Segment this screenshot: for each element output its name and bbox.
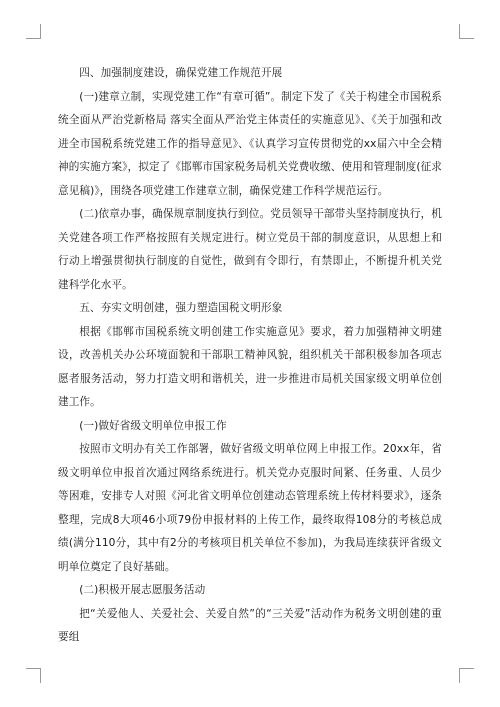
body-paragraph: (一)建章立制，实现党建工作“有章可循”。制定下发了《关于构建全市国税系统全面从严治党新格局 落实全面从严治党主体责任的实施意见》、《关于加强和改进全市国税系统党建工作的指导意见》、《认真学习宣传贯彻党的xx届六中全会精神的实施方案》，拟定了《邯郸市国家税务局机关党费收缴、使用和管理制度(征求意见稿)》，围绕各项党建工作建章立制，确保党建工作科学规范运行。 [58, 90, 442, 197]
body-paragraph: 把“关爱他人、关爱社会、关爱自然”的“三关爱”活动作为税务文明创建的重要组 [58, 607, 442, 643]
body-paragraph: (二)依章办事，确保规章制度执行到位。党员领导干部带头坚持制度执行，机关党建各项工作严格按照有关规定进行。树立党员干部的制度意识，从思想上和行动上增强贯彻执行制度的自觉性，做到有令即行，有禁即止，不断提升机关党建科学化水平。 [58, 208, 442, 291]
crop-mark-bottom-left [26, 668, 41, 683]
body-paragraph: 按照市文明办有关工作部署，做好省级文明单位网上申报工作。20xx年，省级文明单位申报首次通过网络系统进行。机关党办克服时间紧、任务重、人员少等困难，安排专人对照《河北省文明单位创建动态管理系统上传材料要求》，逐条整理，完成8大项46小项79份申报材料的上传工作，最终取得108分的考核总成绩(满分110分，其中有2分的考核项目机关单位不参加)，为我局连续获评省级文明单位奠定了良好基础。 [58, 443, 442, 573]
subsection-heading: (一)做好省级文明单位申报工作 [79, 419, 227, 432]
crop-mark-top-right [459, 24, 474, 39]
document-page [58, 58, 442, 650]
subsection-heading: (二)积极开展志愿服务活动 [79, 584, 206, 596]
section-heading-4: 四、加强制度建设，确保党建工作规范开展 [79, 67, 283, 79]
crop-mark-top-left [26, 24, 41, 39]
body-paragraph: 根据《邯郸市国税系统文明创建工作实施意见》要求，着力加强精神文明建设，改善机关办公环境面貌和干部职工精神风貌，组织机关干部积极参加各项志愿者服务活动，努力打造文明和谐机关，进一步推进市局机关国家级文明单位创建工作。 [58, 325, 442, 408]
crop-mark-bottom-right [459, 668, 474, 683]
section-heading-5: 五、夯实文明创建，强力塑造国税文明形象 [79, 302, 283, 314]
